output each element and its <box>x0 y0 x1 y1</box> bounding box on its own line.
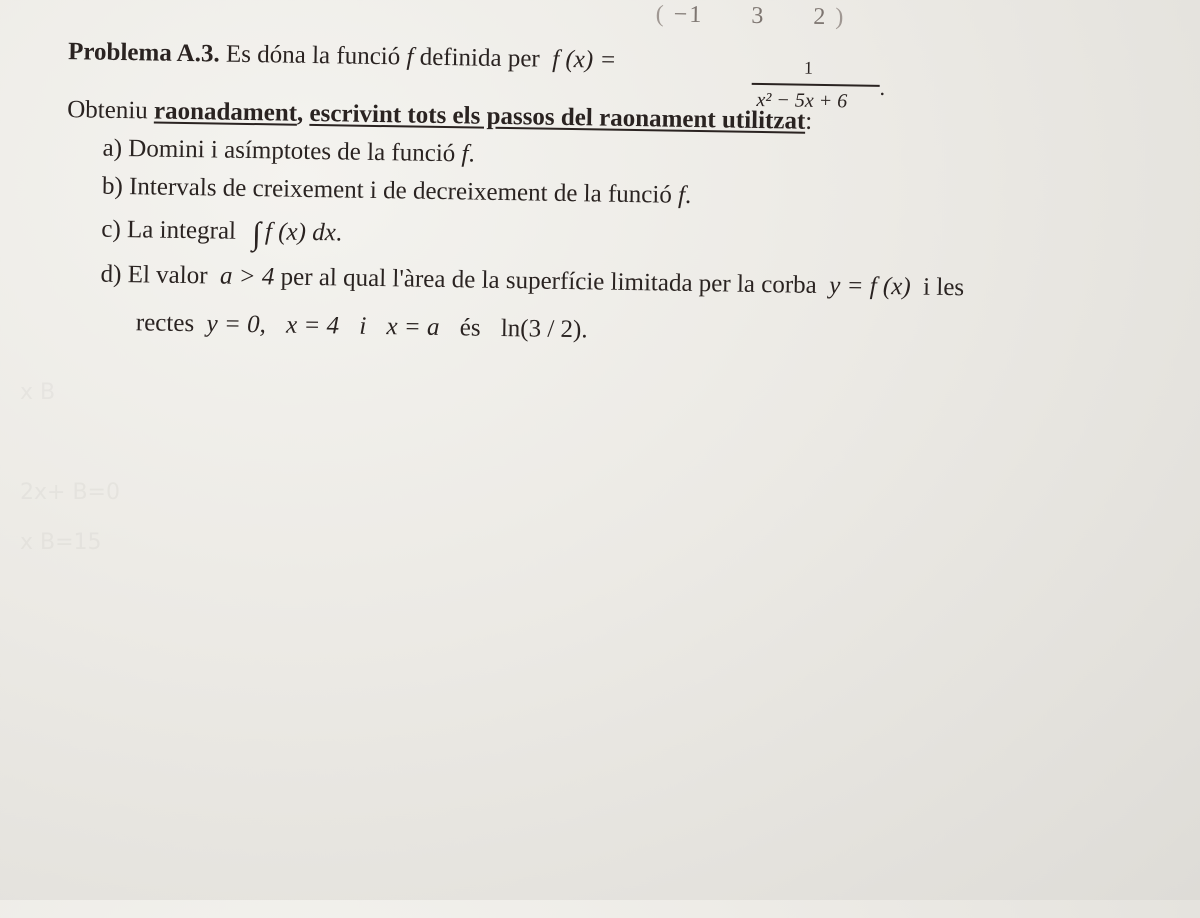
problem-label: Problema A.3. <box>67 38 220 68</box>
bleed-through-mark: 2x+ B=0 <box>20 480 120 505</box>
fraction-denominator: x² − 5x + 6 <box>756 88 848 113</box>
fraction-numerator: 1 <box>803 57 814 78</box>
condition: a > 4 <box>219 262 275 291</box>
function-lhs: f (x) = <box>552 45 617 74</box>
bleed-through-mark: x B=15 <box>20 530 102 555</box>
emphasis-word: raonadament <box>153 97 298 127</box>
instructions: Obteniu raonadament, escrivint tots els passos del raonament utilitzat: <box>67 96 813 135</box>
curve-equation: y = f (x) <box>829 272 911 301</box>
instructions-detail: escrivint tots els passos del raonament utilitzat <box>309 99 806 135</box>
item-c: c) La integral ∫ f (x) dx. <box>101 215 343 252</box>
integrand: f (x) dx <box>264 218 336 247</box>
fraction-bar <box>752 83 880 87</box>
item-d-continuation: rectes y = 0, x = 4 i x = a és ln(3 / 2). <box>135 309 588 344</box>
integral-sign: ∫ <box>251 215 262 252</box>
function-fraction <box>752 57 882 113</box>
item-a: a) Domini i asímptotes de la funció f. <box>102 134 475 168</box>
problem-statement: Problema A.3. Es dóna la funció f definida per f (x) = <box>67 38 617 74</box>
statement-period: . <box>879 74 886 100</box>
area-value: ln(3 / 2) <box>500 314 582 344</box>
bleed-through-mark: x B <box>20 380 56 405</box>
top-matrix-fragment: ( −1 3 2 ) <box>655 1 846 31</box>
item-d: d) El valor a > 4 per al qual l'àrea de la superfície limitada per la corba y = f (x) i les <box>100 260 965 302</box>
item-b: b) Intervals de creixement i de decreixement de la funció f. <box>101 172 692 209</box>
